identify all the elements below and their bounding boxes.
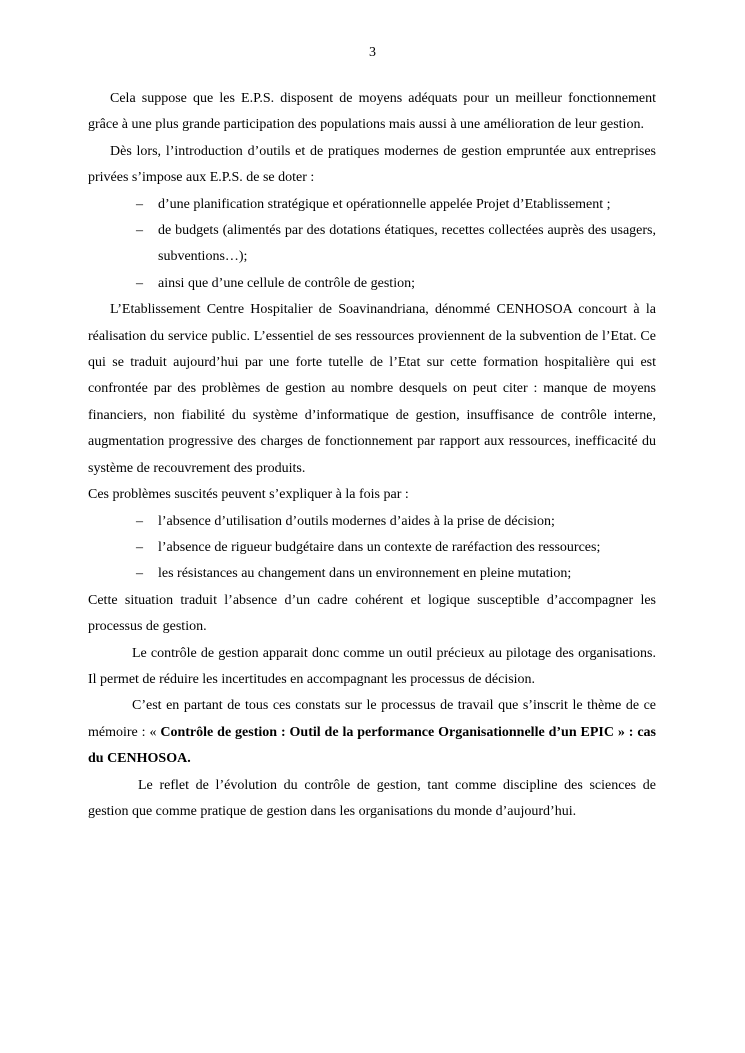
paragraph-situation: Cette situation traduit l’absence d’un cadre cohérent et logique susceptible d’accompagner les processus de gestion. (88, 592, 656, 635)
list-item-text: l’absence de rigueur budgétaire dans un contexte de raréfaction des ressources; (158, 539, 601, 555)
dash-bullet-icon: – (136, 513, 143, 529)
dash-bullet-icon: – (136, 275, 143, 291)
list-item-text: les résistances au changement dans un environnement en pleine mutation; (158, 566, 572, 582)
list-item (136, 509, 656, 535)
list-item (136, 192, 656, 218)
list-item (136, 561, 656, 587)
list-item-text: de budgets (alimentés par des dotations étatiques, recettes collectées auprès des usagers, subventions…); (158, 223, 656, 265)
memoir-title: Contrôle de gestion : Outil de la performance Organisationnelle d’un EPIC » : cas du CENHOSOA. (88, 724, 656, 767)
paragraph-controle: Le contrôle de gestion apparait donc comme un outil précieux au pilotage des organisations. Il permet de réduire les incertitudes en accompagnant les processus de décision. (88, 645, 656, 687)
list-item-text: l’absence d’utilisation d’outils modernes d’aides à la prise de décision; (158, 513, 555, 529)
dash-bullet-icon: – (136, 566, 143, 582)
page-number: 3 (369, 45, 376, 60)
list-item (136, 535, 656, 561)
dash-bullet-icon: – (136, 223, 143, 239)
dash-bullet-icon: – (136, 196, 143, 212)
body-text (88, 86, 656, 825)
list-item (136, 218, 656, 271)
list-item-text: d’une planification stratégique et opérationnelle appelée Projet d’Etablissement ; (158, 196, 611, 212)
paragraph-reflet: Le reflet de l’évolution du contrôle de gestion, tant comme discipline des sciences de gestion que comme pratique de gestion dans les organisations du monde d’aujourd’hui. (88, 777, 656, 819)
management-tools-list (88, 192, 656, 298)
list-item (136, 271, 656, 297)
paragraph-problems: Ces problèmes suscités peuvent s’expliquer à la fois par : (88, 487, 409, 503)
problems-list (88, 509, 656, 588)
paragraph-tools: Dès lors, l’introduction d’outils et de pratiques modernes de gestion empruntée aux entreprises privées s’impose aux E.P.S. de se doter : (88, 143, 656, 186)
paragraph-theme (88, 693, 656, 772)
list-item-text: ainsi que d’une cellule de contrôle de gestion; (158, 275, 415, 291)
paragraph-intro: Cela suppose que les E.P.S. disposent de moyens adéquats pour un meilleur fonctionnement grâce à une plus grande participation des populations mais aussi à une amélioration de leur gestion. (88, 91, 656, 133)
paragraph-cenhosoa: L’Etablissement Centre Hospitalier de Soavinandriana, dénommé CENHOSOA concourt à la réalisation du service public. L’essentiel de ses ressources proviennent de la subvention de l’Etat. Ce qui se traduit aujourd’hui par une forte tutelle de l’Etat sur cette formation hospitalière qui est confrontée par des problèmes de gestion au nombre desquels on peut citer : manque de moyens financiers, non fiabilité du système d’informatique de gestion, insuffisance de contrôle interne, augmentation progressive des charges de fonctionnement par rapport aux ressources, inefficacité du système de recouvrement des produits. (88, 302, 656, 476)
dash-bullet-icon: – (136, 539, 143, 555)
theme-intro: C’est en partant de tous ces constats sur le processus de travail que s’inscrit le thème de ce mémoire : « (88, 698, 656, 740)
